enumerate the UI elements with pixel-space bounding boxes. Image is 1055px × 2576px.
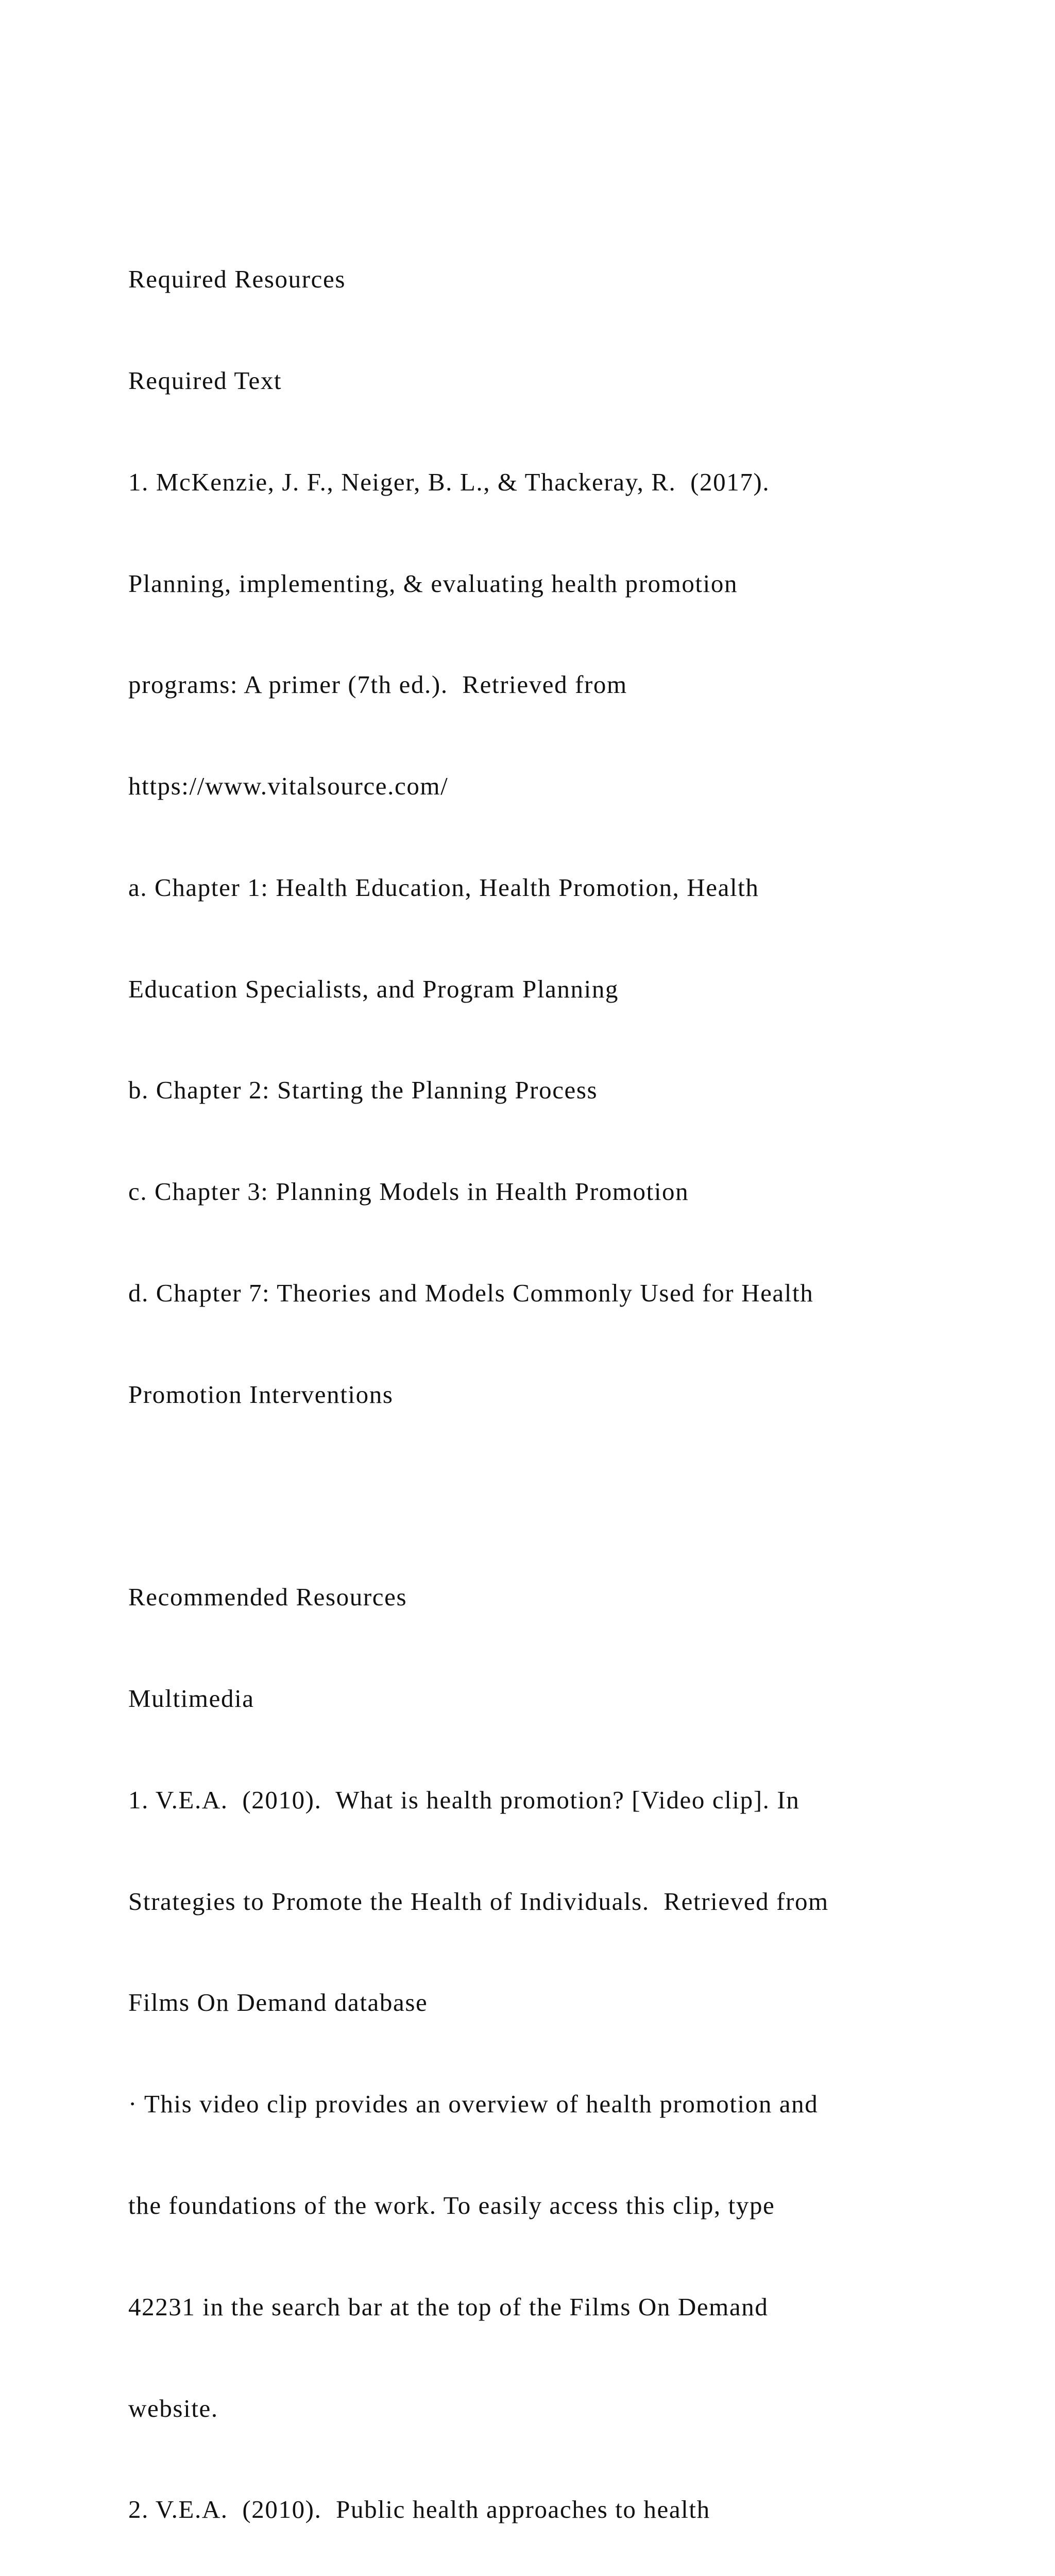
- text-line: website.: [128, 2394, 218, 2422]
- url-text: https://www.vitalsource.com/: [128, 772, 449, 801]
- blank-line: [128, 1479, 983, 1513]
- chapter-item: b. Chapter 2: Starting the Planning Process: [128, 1076, 598, 1105]
- text-line: the foundations of the work. To easily access this clip, type: [128, 2191, 775, 2220]
- heading-required-resources: Required Resources: [128, 265, 346, 294]
- text-line: Promotion Interventions: [128, 1380, 394, 1409]
- text-line: Planning, implementing, & evaluating health promotion: [128, 569, 738, 598]
- heading-recommended-resources: Recommended Resources: [128, 1583, 407, 1612]
- chapter-item: d. Chapter 7: Theories and Models Commonly Used for Health: [128, 1279, 814, 1307]
- bullet-item: · This video clip provides an overview of health promotion and: [128, 2090, 819, 2119]
- text-line: Education Specialists, and Program Planning: [128, 974, 619, 1003]
- text-line: 1. McKenzie, J. F., Neiger, B. L., & Thackeray, R. (2017).: [128, 467, 770, 496]
- text-line: 2. V.E.A. (2010). Public health approaches to health: [128, 2495, 710, 2524]
- text-line: 1. V.E.A. (2010). What is health promotion? [Video clip]. In: [128, 1785, 800, 1814]
- document-body: [128, 195, 983, 2576]
- subheading-required-text: Required Text: [128, 366, 282, 395]
- text-line: 42231 in the search bar at the top of the Films On Demand: [128, 2292, 769, 2321]
- chapter-item: a. Chapter 1: Health Education, Health Promotion, Health: [128, 873, 759, 902]
- subheading-multimedia: Multimedia: [128, 1684, 254, 1713]
- text-line: Strategies to Promote the Health of Individuals. Retrieved from: [128, 1887, 829, 1916]
- text-line: Films On Demand database: [128, 1988, 428, 2017]
- text-line: programs: A primer (7th ed.). Retrieved from: [128, 670, 627, 699]
- chapter-item: c. Chapter 3: Planning Models in Health Promotion: [128, 1177, 689, 1206]
